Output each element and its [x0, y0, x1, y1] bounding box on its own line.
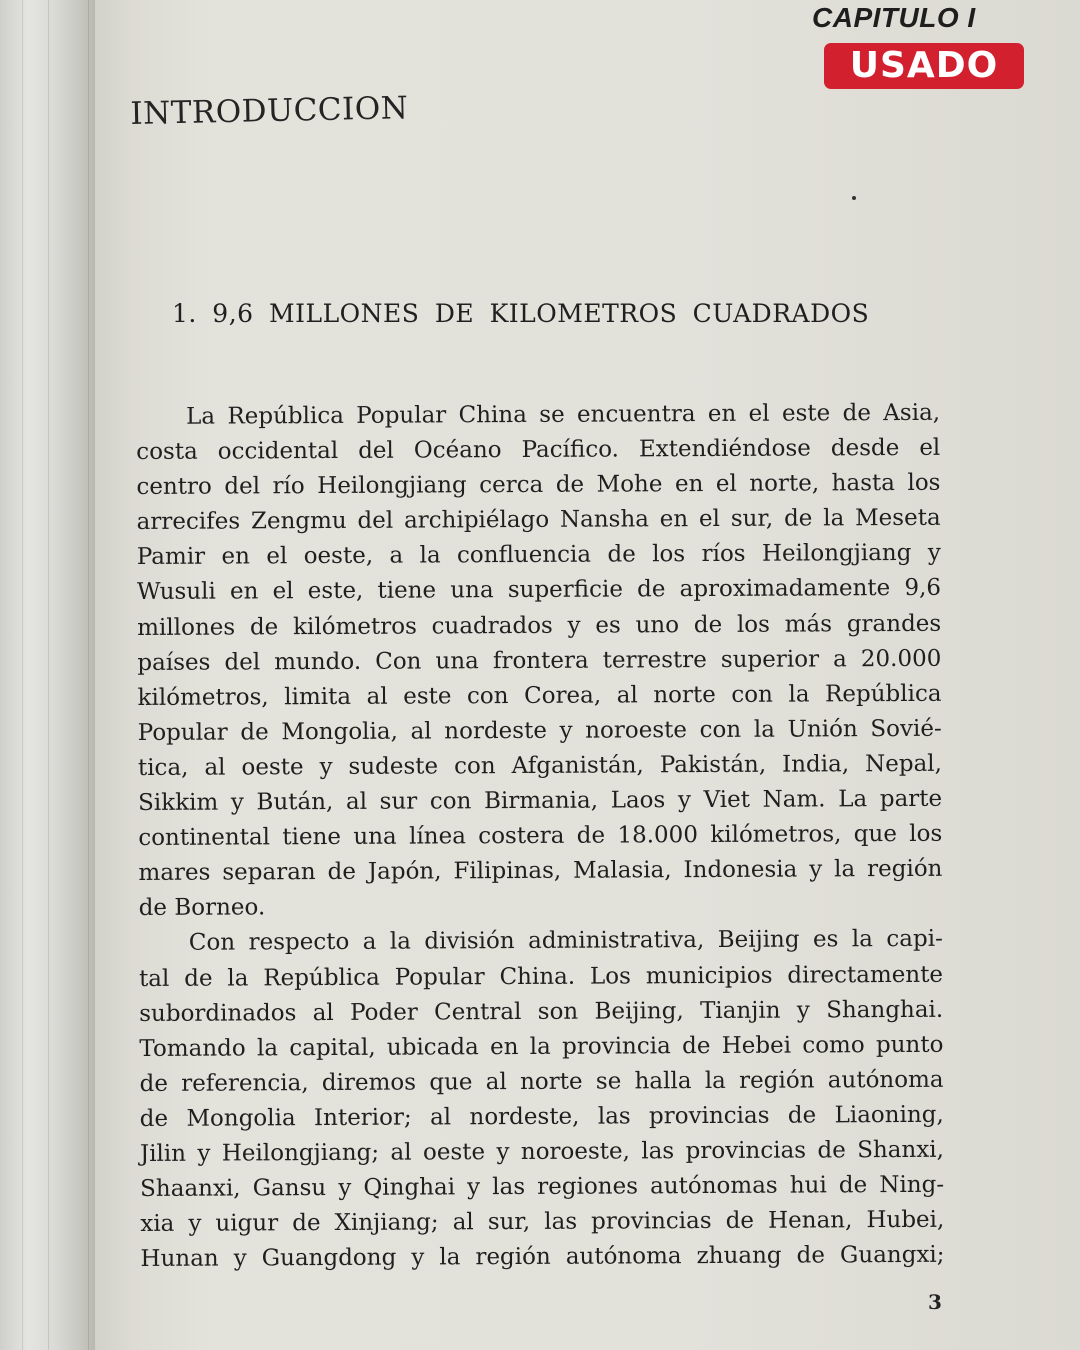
adjacent-page-edge [0, 0, 95, 1350]
text-line: Con respecto a la división administrativa, Beijing es la capi- [188, 926, 943, 957]
text-line: Wusuli en el este, tiene una superficie de aproximadamente 9,6 [136, 575, 942, 606]
section-title: 1. 9,6 MILLONES DE KILOMETROS CUADRADOS [172, 299, 870, 328]
text-line: tal de la República Popular China. Los municipios directamente [138, 961, 944, 992]
page-title: INTRODUCCION [130, 90, 409, 132]
text-line: Pamir en el oeste, a la confluencia de los ríos Heilongjiang y [136, 540, 941, 571]
text-line: millones de kilómetros cuadrados y es uno de los más grandes [137, 610, 942, 641]
text-line: Shaanxi, Gansu y Qinghai y las regiones autónomas hui de Ning- [140, 1171, 945, 1203]
text-line: Sikkim y Bután, al sur con Birmania, Laos y Viet Nam. La parte [138, 785, 943, 817]
text-line: Hunan y Guangdong y la región autónoma zhuang de Guangxi; [140, 1242, 945, 1273]
text-line: de Borneo. [138, 894, 266, 922]
body-text [136, 396, 945, 1278]
text-line: subordinados al Poder Central son Beijing, Tianjin y Shanghai. [139, 996, 944, 1027]
text-line: costa occidental del Océano Pacífico. Extendiéndose desde el [136, 434, 941, 466]
ink-speck [852, 196, 856, 200]
text-line: tica, al oeste y sudeste con Afganistán, Pakistán, India, Nepal, [137, 750, 942, 781]
chapter-label: CAPITULO I [812, 2, 976, 33]
page-number: 3 [928, 1290, 942, 1314]
used-badge: USADO [824, 43, 1024, 89]
text-line: kilómetros, limita al este con Corea, al norte con la República [137, 680, 942, 711]
text-line: La República Popular China se encuentra en el este de Asia, [186, 399, 941, 430]
text-line: de referencia, diremos que al norte se halla la región autónoma [139, 1066, 944, 1097]
text-line: Popular de Mongolia, al nordeste y noroeste con la Unión Sovié- [137, 715, 942, 746]
text-line: centro del río Heilongjiang cerca de Mohe en el norte, hasta los [136, 469, 941, 501]
text-line: Tomando la capital, ubicada en la provincia de Hebei como punto [139, 1031, 944, 1062]
text-line: continental tiene una línea costera de 18.000 kilómetros, que los [138, 820, 943, 852]
text-line: arrecifes Zengmu del archipiélago Nansha en el sur, de la Meseta [136, 505, 941, 536]
text-line: países del mundo. Con una frontera terrestre superior a 20.000 [137, 645, 942, 676]
text-line: Jilin y Heilongjiang; al oeste y noroeste, las provincias de Shanxi, [139, 1136, 945, 1167]
text-line: xia y uigur de Xinjiang; al sur, las provincias de Henan, Hubei, [140, 1206, 945, 1238]
text-line: mares separan de Japón, Filipinas, Malasia, Indonesia y la región [138, 856, 943, 887]
text-line: de Mongolia Interior; al nordeste, las provincias de Liaoning, [139, 1101, 944, 1132]
